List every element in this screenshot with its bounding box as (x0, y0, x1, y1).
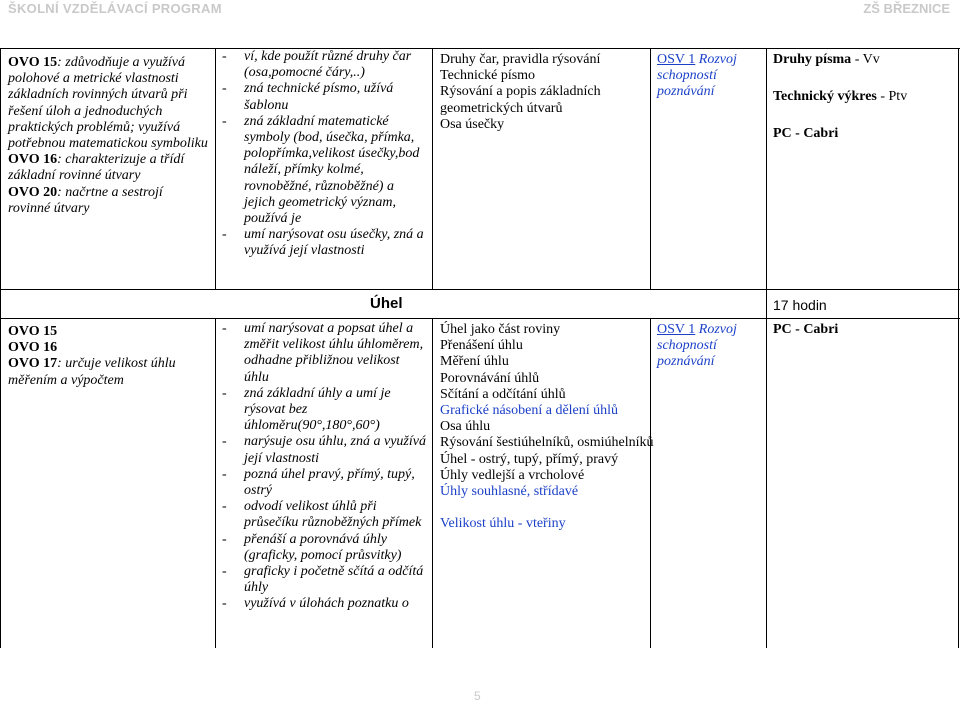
topic-item: Sčítání a odčítání úhlů (440, 386, 566, 402)
topic-item: Grafické násobení a dělení úhlů (440, 403, 619, 419)
row2-competencies (222, 321, 427, 613)
topic-item: Úhly souhlasné, střídavé (440, 484, 579, 500)
relation-item: PC - Cabri (773, 126, 839, 142)
topic-item: Úhly vedlejší a vrcholové (440, 467, 585, 483)
topic-item: Rýsování a popis základních geometrických útvarů (440, 84, 601, 116)
row2-cross-topic (657, 322, 762, 371)
outcome-item: OVO 20: načrtne a sestrojí rovinné útvary (8, 184, 163, 216)
topic-item: Velikost úhlu - vteřiny (440, 516, 566, 532)
competency-item: - využívá v úlohách poznatku o (222, 596, 409, 612)
competency-item: - graficky i početně sčítá a odčítá úhly (222, 564, 424, 596)
competency-item: - narýsuje osu úhlu, zná a využívá její vlastnosti (222, 434, 426, 466)
topic-item: Technické písmo (440, 68, 536, 84)
outcome-item: OVO 15 (8, 324, 58, 339)
page-number: 5 (474, 689, 481, 703)
topic-item (440, 500, 655, 516)
section-title: Úhel (370, 295, 403, 312)
competency-item: - umí narýsovat a popsat úhel a změřit velikost úhlu úhloměrem, odhadne přibližnou velikost úhlu (222, 321, 424, 385)
osv-code: OSV 1 (657, 52, 696, 67)
row1-curriculum (440, 52, 645, 133)
relation-item: Druhy písma - Vv (773, 52, 880, 67)
topic-item: Osa úhlu (440, 419, 491, 435)
topic-item: Druhy čar, pravidla rýsování (440, 52, 601, 67)
topic-item: Rýsování šestiúhelníků, osmiúhelníků (440, 435, 654, 451)
competency-item: - odvodí velikost úhlů při průsečíku různoběžných přímek (222, 499, 422, 531)
competency-item: - pozná úhel pravý, přímý, tupý, ostrý (222, 466, 415, 499)
page-header (0, 0, 960, 20)
competency-item: - zná technické písmo, užívá šablonu (222, 81, 394, 113)
competency-item: - zná základní matematické symboly (bod, úsečka, přímka, polopřímka,velikost úsečky,bod náleží, přímky kolmé, rovnoběžné, různoběžné) a jejich geometrický význam, používá je (222, 113, 420, 227)
topic-item: Měření úhlu (440, 354, 509, 370)
osv-text: Rozvoj schopností poznávání (657, 322, 737, 370)
outcome-item: OVO 16: charakterizuje a třídí základní rovinné útvary (8, 152, 185, 184)
outcome-item: OVO 15: zdůvodňuje a využívá polohové a metrické vlastnosti základních rovinných útvarů při řešení úloh a jednoduchých praktických problémů; využívá potřebnou matematickou symboliku (8, 55, 208, 152)
outcome-item: OVO 17: určuje velikost úhlu měřením a výpočtem (8, 356, 176, 388)
relation-item: Technický výkres - Ptv (773, 89, 908, 105)
competency-item: - zná základní úhly a umí je rýsovat bez úhloměru(90°,180°,60°) (222, 385, 391, 434)
row1-relations (773, 52, 953, 143)
row1-competencies (222, 49, 427, 260)
topic-item: Přenášení úhlu (440, 338, 523, 354)
competency-item: - přenáší a porovnává úhly (graficky, pomocí průsvitky) (222, 531, 402, 563)
osv-code: OSV 1 (657, 322, 696, 337)
row2-outcomes (8, 324, 208, 389)
competency-item: - umí narýsovat osu úsečky, zná a využívá její vlastnosti (222, 227, 424, 259)
row2-relations (773, 322, 953, 338)
topic-item: Úhel jako část roviny (440, 322, 561, 337)
outcome-item: OVO 16 (8, 340, 58, 356)
row1-outcomes (8, 55, 208, 217)
school-program-title: ŠKOLNÍ VZDĚLÁVACÍ PROGRAM (8, 1, 222, 16)
row1-cross-topic (657, 52, 762, 101)
topic-item: Úhel - ostrý, tupý, přímý, pravý (440, 451, 619, 467)
row2-curriculum (440, 322, 655, 532)
school-name: ZŠ BŘEZNICE (863, 1, 950, 16)
topic-item: Porovnávání úhlů (440, 370, 540, 386)
section-hours: 17 hodin (773, 297, 827, 313)
topic-item: Osa úsečky (440, 116, 505, 132)
relation-item: PC - Cabri (773, 322, 839, 337)
osv-text: Rozvoj schopností poznávání (657, 52, 737, 100)
competency-item: - ví, kde použít různé druhy čar (osa,pomocné čáry,..) (222, 49, 412, 81)
